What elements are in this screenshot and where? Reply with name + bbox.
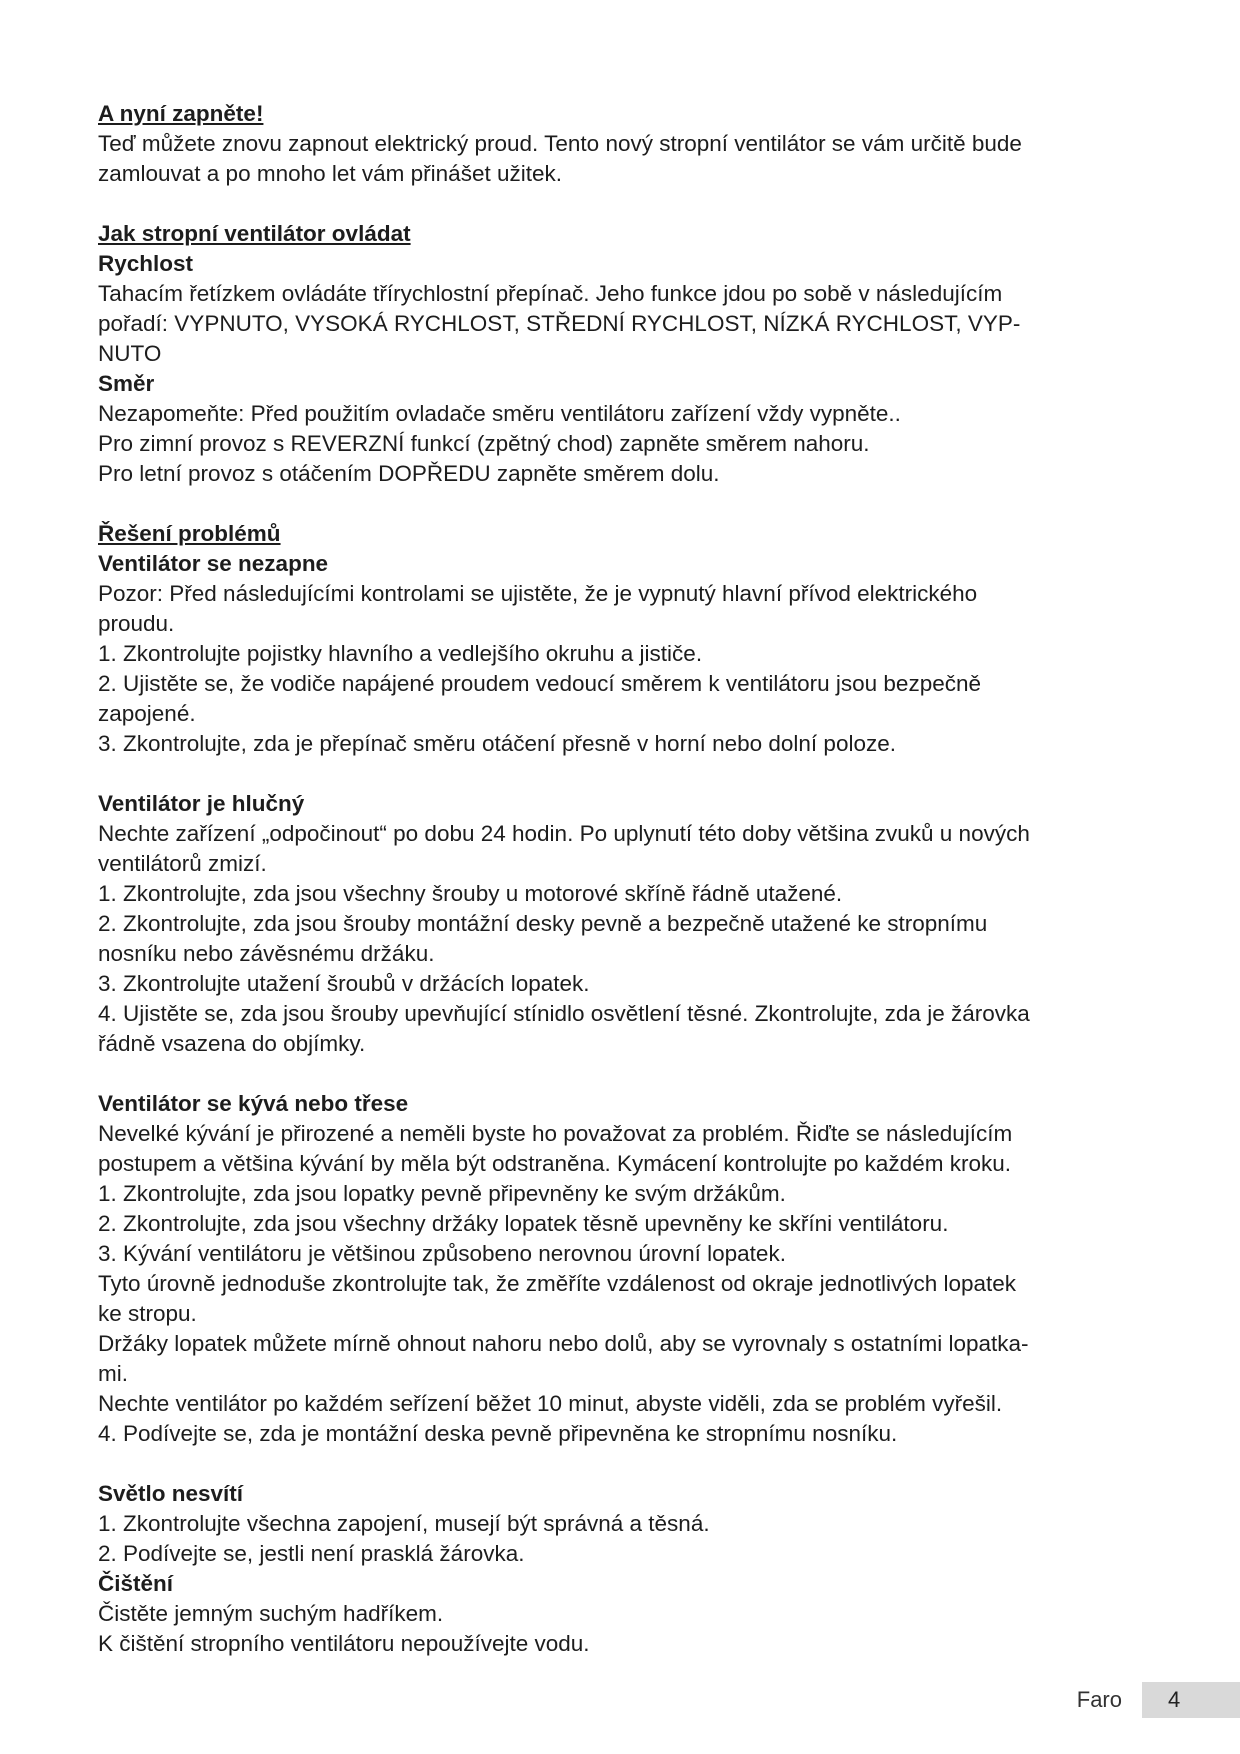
- section-heading: Čištění: [98, 1571, 174, 1596]
- text-line: Nechte ventilátor po každém seřízení běžet 10 minut, abyste viděli, zda se problém vyřešil.: [98, 1391, 1003, 1416]
- text-line: 4. Ujistěte se, zda jsou šrouby upevňující stínidlo osvětlení těsné. Zkontrolujte, zda je žárovka: [98, 1001, 1030, 1026]
- text-line: Teď můžete znovu zapnout elektrický proud. Tento nový stropní ventilátor se vám určitě bude: [98, 131, 1022, 156]
- text-line: 3. Kývání ventilátoru je většinou způsobeno nerovnou úrovní lopatek.: [98, 1241, 786, 1266]
- section: [98, 1089, 1138, 1449]
- text-line: ke stropu.: [98, 1301, 197, 1326]
- section: [98, 519, 1138, 549]
- text-line: 2. Zkontrolujte, zda jsou všechny držáky lopatek těsně upevněny ke skříni ventilátoru.: [98, 1211, 949, 1236]
- section: [98, 789, 1138, 1059]
- text-line: K čištění stropního ventilátoru nepoužívejte vodu.: [98, 1631, 590, 1656]
- section-heading: Ventilátor se kývá nebo třese: [98, 1091, 409, 1116]
- section-heading: Jak stropní ventilátor ovládat: [98, 221, 411, 246]
- brand-name: Faro: [1076, 1687, 1122, 1712]
- text-line: 2. Zkontrolujte, zda jsou šrouby montážní desky pevně a bezpečně utažené ke stropnímu: [98, 911, 988, 936]
- text-line: řádně vsazena do objímky.: [98, 1031, 366, 1056]
- page-footer: [1077, 1682, 1240, 1718]
- section-heading: Rychlost: [98, 251, 194, 276]
- section-heading: Světlo nesvítí: [98, 1481, 244, 1506]
- text-line: pořadí: VYPNUTO, VYSOKÁ RYCHLOST, STŘEDNÍ RYCHLOST, NÍZKÁ RYCHLOST, VYP-: [98, 311, 1021, 336]
- text-line: 3. Zkontrolujte, zda je přepínač směru otáčení přesně v horní nebo dolní poloze.: [98, 731, 896, 756]
- text-line: 3. Zkontrolujte utažení šroubů v držácích lopatek.: [98, 971, 590, 996]
- section-heading: Směr: [98, 371, 155, 396]
- document-body: [98, 99, 1138, 1659]
- text-line: postupem a většina kývání by měla být odstraněna. Kymácení kontrolujte po každém kroku.: [98, 1151, 1011, 1176]
- text-line: mi.: [98, 1361, 128, 1386]
- page-number: 4: [1142, 1682, 1240, 1718]
- text-line: 1. Zkontrolujte pojistky hlavního a vedlejšího okruhu a jističe.: [98, 641, 703, 666]
- section-heading: Ventilátor se nezapne: [98, 551, 329, 576]
- section: [98, 99, 1138, 189]
- text-line: Držáky lopatek můžete mírně ohnout nahoru nebo dolů, aby se vyrovnaly s ostatními lopatka-: [98, 1331, 1029, 1356]
- text-line: Čistěte jemným suchým hadříkem.: [98, 1601, 444, 1626]
- section-heading: Řešení problémů: [98, 521, 281, 546]
- text-line: ventilátorů zmizí.: [98, 851, 267, 876]
- text-line: 2. Ujistěte se, že vodiče napájené proudem vedoucí směrem k ventilátoru jsou bezpečně: [98, 671, 981, 696]
- section: [98, 1479, 1138, 1569]
- text-line: zamlouvat a po mnoho let vám přinášet užitek.: [98, 161, 562, 186]
- text-line: zapojené.: [98, 701, 196, 726]
- text-line: proudu.: [98, 611, 175, 636]
- text-line: nosníku nebo závěsnému držáku.: [98, 941, 435, 966]
- text-line: 2. Podívejte se, jestli není prasklá žárovka.: [98, 1541, 525, 1566]
- text-line: Tahacím řetízkem ovládáte třírychlostní přepínač. Jeho funkce jdou po sobě v následujícím: [98, 281, 1003, 306]
- section-heading: A nyní zapněte!: [98, 101, 264, 126]
- text-line: Tyto úrovně jednoduše zkontrolujte tak, že změříte vzdálenost od okraje jednotlivých lopatek: [98, 1271, 1017, 1296]
- section: [98, 369, 1138, 489]
- text-line: 1. Zkontrolujte, zda jsou lopatky pevně připevněny ke svým držákům.: [98, 1181, 786, 1206]
- section-heading: Ventilátor je hlučný: [98, 791, 305, 816]
- text-line: 1. Zkontrolujte všechna zapojení, musejí být správná a těsná.: [98, 1511, 710, 1536]
- text-line: Pro letní provoz s otáčením DOPŘEDU zapněte směrem dolu.: [98, 461, 720, 486]
- text-line: Nezapomeňte: Před použitím ovladače směru ventilátoru zařízení vždy vypněte..: [98, 401, 901, 426]
- section: [98, 249, 1138, 369]
- section: [98, 219, 1138, 249]
- text-line: Nevelké kývání je přirozené a neměli byste ho považovat za problém. Řiďte se následujícím: [98, 1121, 1013, 1146]
- text-line: Pro zimní provoz s REVERZNÍ funkcí (zpětný chod) zapněte směrem nahoru.: [98, 431, 870, 456]
- section: [98, 1569, 1138, 1659]
- text-line: 4. Podívejte se, zda je montážní deska pevně připevněna ke stropnímu nosníku.: [98, 1421, 898, 1446]
- text-line: Pozor: Před následujícími kontrolami se ujistěte, že je vypnutý hlavní přívod elektrického: [98, 581, 978, 606]
- text-line: NUTO: [98, 341, 162, 366]
- section: [98, 549, 1138, 759]
- text-line: 1. Zkontrolujte, zda jsou všechny šrouby u motorové skříně řádně utažené.: [98, 881, 843, 906]
- text-line: Nechte zařízení „odpočinout“ po dobu 24 hodin. Po uplynutí této doby většina zvuků u nových: [98, 821, 1030, 846]
